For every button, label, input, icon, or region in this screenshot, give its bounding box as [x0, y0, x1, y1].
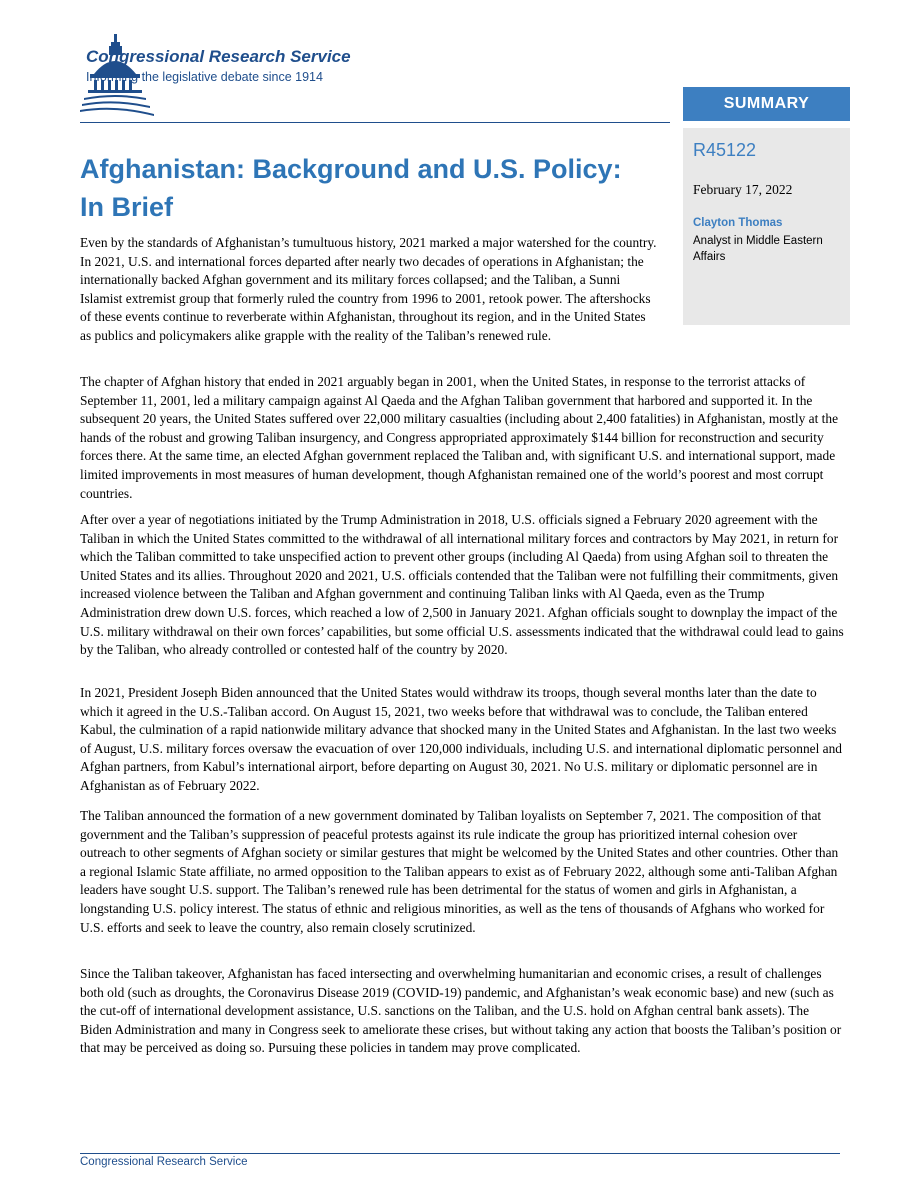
org-name: Congressional Research Service [86, 47, 351, 66]
paragraph: The Taliban announced the formation of a new government dominated by Taliban loyalists on September 7, 2021. The composition of that government and the Taliban’s suppression of peaceful protests against its rule indicate the group has prioritized internal cohesion over outreach to other segments of Afghan society or similar gestures that might be welcomed by the United States and other countries. Other than a regional Islamic State affiliate, no armed opposition to the Taliban appears to exist as of February 2022, although some anti-Taliban Afghan leaders have sought U.S. support. The Taliban’s renewed rule has been detrimental for the status of women and girls in Afghanistan, a longstanding U.S. policy interest. The status of ethnic and religious minorities, as well as the tens of thousands of Afghans who worked for U.S. efforts and seek to leave the country, also remain closely scrutinized. [80, 808, 839, 935]
report-info-sidebar [683, 128, 850, 325]
header-divider [80, 122, 670, 123]
report-date: February 17, 2022 [693, 182, 793, 197]
author-title: Analyst in Middle Eastern Affairs [693, 235, 823, 263]
page-title: Afghanistan: Background and U.S. Policy: In Brief [80, 154, 622, 222]
report-number: R45122 [693, 140, 757, 160]
paragraph: After over a year of negotiations initiated by the Trump Administration in 2018, U.S. officials signed a February 2020 agreement with the Taliban in which the United States committed to the withdrawal of all international military forces and contractors by May 2021, in return for which the Taliban committed to take unspecified action to prevent other groups (including Al Qaeda) from using Afghan soil to threaten the United States and its allies. Throughout 2020 and 2021, U.S. officials contended that the Taliban were not fulfilling their commitments, given increased violence between the Taliban and Afghan government and continuing Taliban links with Al Qaeda, even as the Trump Administration drew down U.S. forces, which reached a low of 2,500 in January 2021. Afghan officials sought to downplay the impact of the U.S. military withdrawal on their own forces’ capabilities, but some official U.S. assessments indicated that the withdrawal could lead to gains by the Taliban, who already controlled or contested half of the country by 2020. [80, 512, 844, 658]
footer-divider [80, 1153, 840, 1154]
footer-text: Congressional Research Service [80, 1156, 248, 1168]
summary-banner: SUMMARY [683, 87, 850, 121]
author-name: Clayton Thomas [693, 217, 783, 229]
paragraph: In 2021, President Joseph Biden announced that the United States would withdraw its troops, though several months later than the date to which it agreed in the U.S.-Taliban accord. On August 15, 2021, two weeks before that withdrawal was to conclude, the Taliban entered Kabul, the culmination of a rapid nationwide military advance that shocked many in the United States and Afghanistan. In the last two weeks of August, U.S. military forces oversaw the evacuation of over 120,000 individuals, including U.S. and international diplomatic personnel and Afghan partners, from Kabul’s international airport, before departing on August 30, 2021. No U.S. military or diplomatic personnel are in Afghanistan as of February 2022. [80, 685, 842, 793]
paragraph: Since the Taliban takeover, Afghanistan has faced intersecting and overwhelming humanitarian and economic crises, a result of challenges both old (such as droughts, the Coronavirus Disease 2019 (COVID-19) pandemic, and Afghanistan’s weak economic base) and new (such as the cut-off of international development assistance, U.S. sanctions on the Taliban, and the U.S. hold on Afghan central bank assets). The Biden Administration and many in Congress seek to ameliorate these crises, but without taking any action that boosts the Taliban’s position or that may be perceived as doing so. Pursuing these policies in tandem may prove complicated. [80, 966, 842, 1056]
paragraph: The chapter of Afghan history that ended in 2021 arguably began in 2001, when the United States, in response to the terrorist attacks of September 11, 2001, led a military campaign against Al Qaeda and the Afghan Taliban government that harbored and supported it. In the subsequent 20 years, the United States suffered over 22,000 military casualties (including about 2,400 fatalities) in Afghanistan, mostly at the hands of the robust and growing Taliban insurgency, and Congress appropriated approximately $144 billion for reconstruction and security forces there. At the same time, an elected Afghan government replaced the Taliban and, with significant U.S. and international support, made limited improvements in most measures of human development, though Afghanistan remained one of the world’s poorest and most corrupt countries. [80, 374, 839, 501]
org-tagline: Informing the legislative debate since 1914 [86, 70, 323, 84]
paragraph: Even by the standards of Afghanistan’s tumultuous history, 2021 marked a major watershed for the country. In 2021, U.S. and international forces departed after nearly two decades of operations in Afghanistan; the internationally backed Afghan government and its military forces collapsed; and the Taliban, a Sunni Islamist extremist group that formerly ruled the country from 1996 to 2001, retook power. The aftershocks of these events continue to reverberate within Afghanistan, throughout its region, and in the United States as publics and policymakers alike grapple with the reality of the Taliban’s renewed rule. [80, 235, 657, 343]
